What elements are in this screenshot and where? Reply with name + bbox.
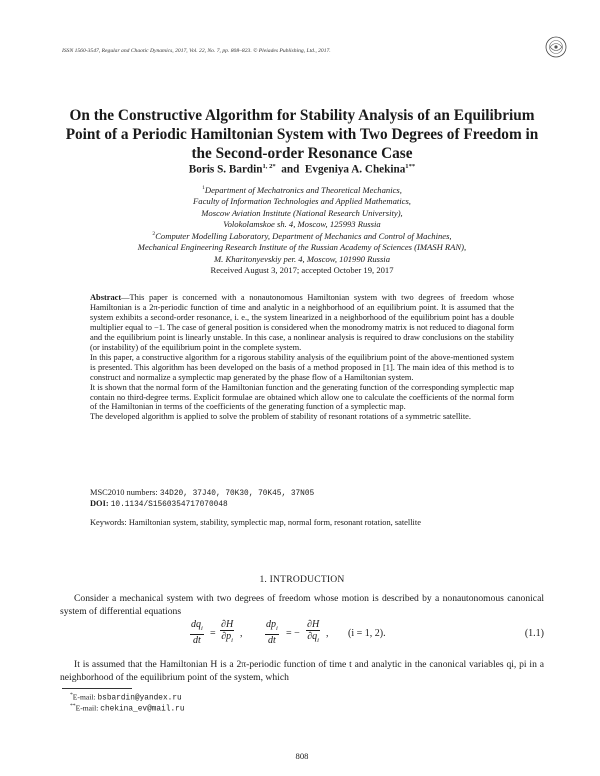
abstract-paragraph: In this paper, a constructive algorithm for a rigorous stability analysis of the equilibrium point of the above-mentioned system is presented. This algorithm has been developed on the basis of a method proposed in [1]. The main idea of this method is to construct and normalize a symplectic map generated by the phase flow of a Hamiltonian system. (90, 352, 514, 382)
equation-1-1: $dq_i$ dt = $\frac{\partial H}{\partial p_i}$ , $dp_i$ dt = − $\frac{\partial H}{\partial q_i}$ , (i = 1, 2). (1.1) (191, 619, 544, 646)
author-line (60, 163, 544, 176)
eq-frac-dq-dt (190, 619, 204, 647)
eq-text: ∂H (307, 619, 320, 630)
affiliation-1-line: Moscow Aviation Institute (National Research University), (201, 207, 403, 218)
eq-frac-dH-dp (220, 619, 234, 647)
footnote-mark: ** (70, 703, 76, 709)
email-link[interactable]: chekina_ev@mail.ru (100, 705, 185, 714)
doi (90, 499, 514, 509)
author-2-name: Evgeniya A. Chekina (304, 163, 406, 176)
eq-text: dt (268, 635, 276, 646)
intro-text-1: Consider a mechanical system with two degrees of freedom whose motion is described by a nonautonomous canonical system of differential equations (60, 593, 544, 617)
eq-sub: i (276, 625, 278, 632)
msc-label: MSC2010 numbers: (90, 488, 158, 497)
affiliation-2 (60, 229, 544, 265)
footnote-mark: * (70, 692, 73, 698)
author-1-mark: 1, 2* (262, 163, 276, 170)
affiliation-1-line: Volokolamskoe sh. 4, Moscow, 125993 Russia (223, 219, 381, 230)
keywords (90, 518, 514, 529)
abstract-paragraph: It is shown that the normal form of the Hamiltonian function and the generating function of the corresponding symplectic map contain no third-degree terms. Explicit formulae are obtained which allow one to calculate the coefficients of the normal form of the Hamiltonian in terms of the coefficients of the generating function of a symplectic map. (90, 382, 514, 412)
abstract-paragraph: The developed algorithm is applied to solve the problem of stability of resonant rotations of a symmetric satellite. (90, 412, 471, 422)
affiliation-1-line: Faculty of Information Technologies and Applied Mathematics, (193, 196, 411, 207)
eq-sub: i (317, 637, 319, 644)
equation-number: (1.1) (524, 628, 544, 639)
section-heading (60, 574, 544, 585)
footnote-2 (70, 701, 185, 715)
received-date: Received August 3, 2017; accepted October 19, 2017 (210, 265, 394, 275)
page-number: 808 (295, 751, 309, 761)
publisher-logo-icon (545, 36, 567, 58)
affiliation-2-line: M. Kharitonyevskiy per. 4, Moscow, 101990 Russia (214, 253, 390, 264)
doi-link[interactable]: 10.1134/S1560354717070048 (110, 501, 228, 509)
abstract-paragraph: —This paper is concerned with a nonautonomous Hamiltonian system with two degrees of freedom whose Hamiltonian is a 2π-periodic function of time and analytic in a neighborhood of an equilibrium point. It is assumed that the system exhibits a second-order resonance, i. e., the system linearized in a neighborhood of the equilibrium point has a double multiplier equal to −1. The case of general position is considered when the monodromy matrix is not reduced to diagonal form and the equilibrium point is linearly unstable. In this case, a nonlinear analysis is required to draw conclusions on the stability (or instability) of the equilibrium point in the complete system. (90, 293, 514, 352)
affiliation-2-line: Mechanical Engineering Research Institute of the Russian Academy of Sciences (IMASH RAN), (137, 242, 467, 253)
eq-text: dp (266, 619, 276, 630)
affiliation-2-line: Computer Modelling Laboratory, Department of Mechanics and Control of Machines, (155, 230, 452, 241)
eq-sub: i (201, 625, 203, 632)
author-2-mark: 1** (405, 163, 416, 170)
section-title: INTRODUCTION (269, 574, 345, 585)
eq-text: ∂p (221, 631, 232, 642)
eq-text: ∂q (307, 631, 318, 642)
eq-sub: i (231, 637, 233, 644)
footnote-label: E-mail: (72, 692, 96, 702)
paper-title: On the Constructive Algorithm for Stability Analysis of an Equilibrium Point of a Periodic Hamiltonian System with Two Degrees of Freedom in the Second-order Resonance Case (65, 107, 539, 162)
doi-label: DOI: (90, 499, 109, 508)
intro-paragraph-2 (60, 659, 544, 684)
author-conjunction: and (281, 163, 300, 176)
eq-text: dq (191, 619, 201, 630)
affiliation-1-line: Department of Mechatronics and Theoretical Mechanics, (204, 184, 402, 195)
footnote-label: E-mail: (75, 703, 99, 713)
affiliation-2-mark: 2 (152, 231, 156, 237)
keywords-label: Keywords: (90, 518, 127, 527)
email-link[interactable]: bsbardin@yandex.ru (97, 694, 182, 703)
eq-text: ∂H (221, 619, 234, 630)
eq-frac-dH-dq (306, 619, 320, 647)
footnote-rule (62, 688, 132, 689)
affiliation-1-mark: 1 (202, 185, 205, 191)
running-head: ISSN 1560-3547, Regular and Chaotic Dynamics, 2017, Vol. 22, No. 7, pp. 808–823. © Pleiades Publishing, Ltd., 2017. (62, 48, 331, 54)
abstract (90, 293, 514, 422)
affiliation-1 (60, 183, 544, 230)
eq-frac-dp-dt (265, 619, 279, 647)
eq-condition: (i = 1, 2). (348, 628, 386, 639)
intro-text-2: It is assumed that the Hamiltonian H is a 2π-periodic function of time t and analytic in the canonical variables qi, pi in a neighborhood of the equilibrium point of the system, which (60, 659, 544, 683)
eq-text: dt (193, 635, 201, 646)
intro-paragraph-1 (60, 593, 544, 618)
author-1-name: Boris S. Bardin (188, 163, 263, 176)
msc-codes: 34D20, 37J40, 70K30, 70K45, 37N05 (159, 490, 315, 498)
section-number: 1. (259, 574, 268, 585)
abstract-label: Abstract (90, 293, 122, 302)
keywords-text: Hamiltonian system, stability, symplectic map, normal form, resonant rotation, satellite (128, 518, 421, 527)
